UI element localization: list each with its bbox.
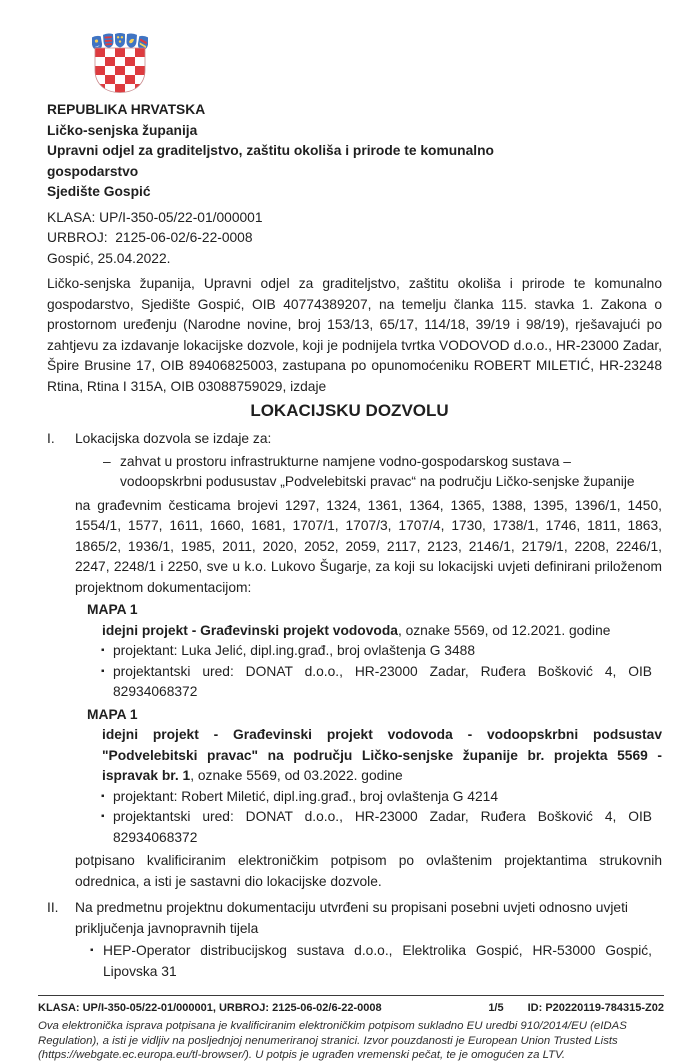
square-bullet-icon: ▪	[101, 645, 105, 656]
mapa-block-2	[75, 705, 662, 849]
page-footer	[38, 995, 664, 1063]
document-title: LOKACIJSKU DOZVOLU	[250, 401, 449, 420]
hep-operator-text: HEP-Operator distribucijskog sustava d.o.o., Elektrolika Gospić, HR-53000 Gospić, Lipovska 31	[103, 943, 652, 979]
mapa-1-heading: MAPA 1	[87, 602, 138, 617]
mapa-2-title	[75, 725, 662, 787]
section-i	[0, 429, 699, 892]
letterhead-county: Ličko-senjska županija	[47, 122, 198, 138]
mapa-1-office-text: projektantski ured: DONAT d.o.o., HR-23000 Zadar, Ruđera Bošković 4, OIB 82934068372	[113, 663, 652, 699]
mapa-1-bullet-office	[75, 662, 662, 703]
square-bullet-icon: ▪	[90, 945, 94, 956]
mapa-2-office-text: projektantski ured: DONAT d.o.o., HR-23000 Zadar, Ruđera Bošković 4, OIB 82934068372	[113, 809, 652, 845]
letterhead-country: REPUBLIKA HRVATSKA	[47, 102, 206, 117]
letterhead-seat: Sjedište Gospić	[47, 184, 151, 199]
mapa-1-designer-text: projektant: Luka Jelić, dipl.ing.građ., broj ovlaštenja G 3488	[113, 643, 475, 658]
case-reference-block	[0, 208, 699, 270]
dash-icon: –	[103, 453, 111, 469]
mapa-1-title-bold: idejni projekt - Građevinski projekt vodovoda	[102, 622, 398, 638]
section-ii-lead: Na predmetnu projektnu dokumentaciju utvrđeni su propisani posebni uvjeti odnosno uvjeti priključenja javnopravnih tijela	[75, 900, 628, 936]
intro-paragraph: Ličko-senjska županija, Upravni odjel za graditeljstvo, zaštitu okoliša i prirode te komunalno gospodarstvo, Sjedište Gospić, OIB 40774389207, na temelju članka 115. stavka 1. Zakona o prostornom uređenju (Narodne novine, broj 153/13, 65/17, 114/18, 39/19 i 98/19), rješavajući po zahtjevu za izdavanje lokacijske dozvole, koji je podnijela tvrtka VODOVOD d.o.o., HR-23000 Zadar, Špire Brusine 17, OIB 89406825003, zastupana po opunomoćeniku ROBERT MILETIĆ, HR-23248 Rtina, Rtina I 315A, OIB 03088759029, izdaje	[47, 276, 662, 394]
letterhead-department: Upravni odjel za graditeljstvo, zaštitu okoliša i prirode te komunalno gospodarstvo	[47, 143, 494, 179]
section-ii-bullet-hep	[75, 941, 662, 982]
scope-dash-item	[75, 452, 662, 493]
mapa-1-bullet-designer	[75, 641, 662, 662]
footer-reference-row	[38, 1001, 664, 1015]
mapa-1-title-rest: , oznake 5569, od 12.2021. godine	[397, 622, 611, 638]
footer-page-number: 1/5	[488, 1002, 504, 1014]
section-i-lead: Lokacijska dozvola se izdaje za:	[75, 431, 272, 446]
mapa-1-title	[75, 621, 662, 642]
parcels-paragraph: na građevnim česticama brojevi 1297, 1324, 1361, 1364, 1365, 1388, 1395, 1396/1, 1450, 1554/1, 1577, 1611, 1660, 1681, 1707/1, 1707/3, 1707/4, 1730, 1738/1, 1746, 1811, 1863, 1865/2, 1936/1, 1985, 2011, 2020, 2052, 2059, 2117, 2123, 2146/1, 2179/1, 2208, 2246/1, 2247, 2248/1 i 2250, sve u k.o. Lukovo Šugarje, za koji su lokacijski uvjeti definirani priloženom projektnom dokumentacijom:	[75, 497, 662, 595]
square-bullet-icon: ▪	[101, 811, 105, 822]
mapa-2-title-bold: idejni projekt - Građevinski projekt vodovoda - vodoopskrbni podsustav "Podvelebitski pravac" na području Ličko-senjske županije br. projekta 5569 - ispravak br. 1	[102, 727, 662, 783]
section-i-number: I.	[47, 431, 55, 446]
mapa-2-title-rest: , oznake 5569, od 03.2022. godine	[190, 768, 403, 783]
scope-line-1: zahvat u prostoru infrastrukturne namjene vodno-gospodarskog sustava –	[120, 453, 571, 469]
croatia-coat-of-arms-icon	[92, 33, 148, 95]
scope-line-2: vodoopskrbni podusustav „Podvelebitski pravac“ na području Ličko-senjske županije	[120, 474, 635, 489]
section-ii-body	[75, 898, 662, 982]
footer-reference: KLASA: UP/I-350-05/22-01/000001, URBROJ: 2125-06-02/6-22-0008	[38, 1002, 382, 1014]
footer-disclaimer: Ova elektronička isprava potpisana je kvalificiranim elektroničkim potpisom sukladno EU uredbi 910/2014/EU (eIDAS Regulation), a isti je vidljiv na posljednjoj nenumeriranoj stranici. Izvor pouzdanosti je European Union Trusted Lists (https://webgate.ec.europa.eu/tl-browser/). U potpis je ugrađen vremenski pečat, te je omogućen za LTV.	[38, 1020, 627, 1062]
letterhead	[0, 100, 699, 203]
square-bullet-icon: ▪	[101, 790, 105, 802]
footer-document-id: ID: P20220119-784315-Z02	[527, 1002, 664, 1014]
coat-of-arms-svg	[92, 33, 148, 95]
section-ii	[0, 898, 699, 982]
square-bullet-icon: ▪	[101, 665, 105, 677]
mapa-block-1	[75, 600, 662, 703]
mapa-2-bullet-office	[75, 807, 662, 848]
section-ii-number: II.	[47, 900, 59, 915]
place-date-line: Gospić, 25.04.2022.	[47, 250, 171, 266]
urbroj-line: URBROJ: 2125-06-02/6-22-0008	[47, 230, 253, 245]
section-i-body	[75, 429, 662, 892]
scope-text	[120, 452, 635, 493]
closing-paragraph: potpisano kvalificiranim elektroničkim potpisom po ovlaštenim projektantima strukovnih odrednica, a isti je sastavni dio lokacijske dozvole.	[75, 853, 662, 889]
mapa-2-heading: MAPA 1	[87, 706, 138, 722]
mapa-2-designer-text: projektant: Robert Miletić, dipl.ing.građ., broj ovlaštenja G 4214	[113, 788, 498, 804]
mapa-2-bullet-designer	[75, 787, 662, 808]
klasa-line: KLASA: UP/I-350-05/22-01/000001	[47, 209, 263, 225]
